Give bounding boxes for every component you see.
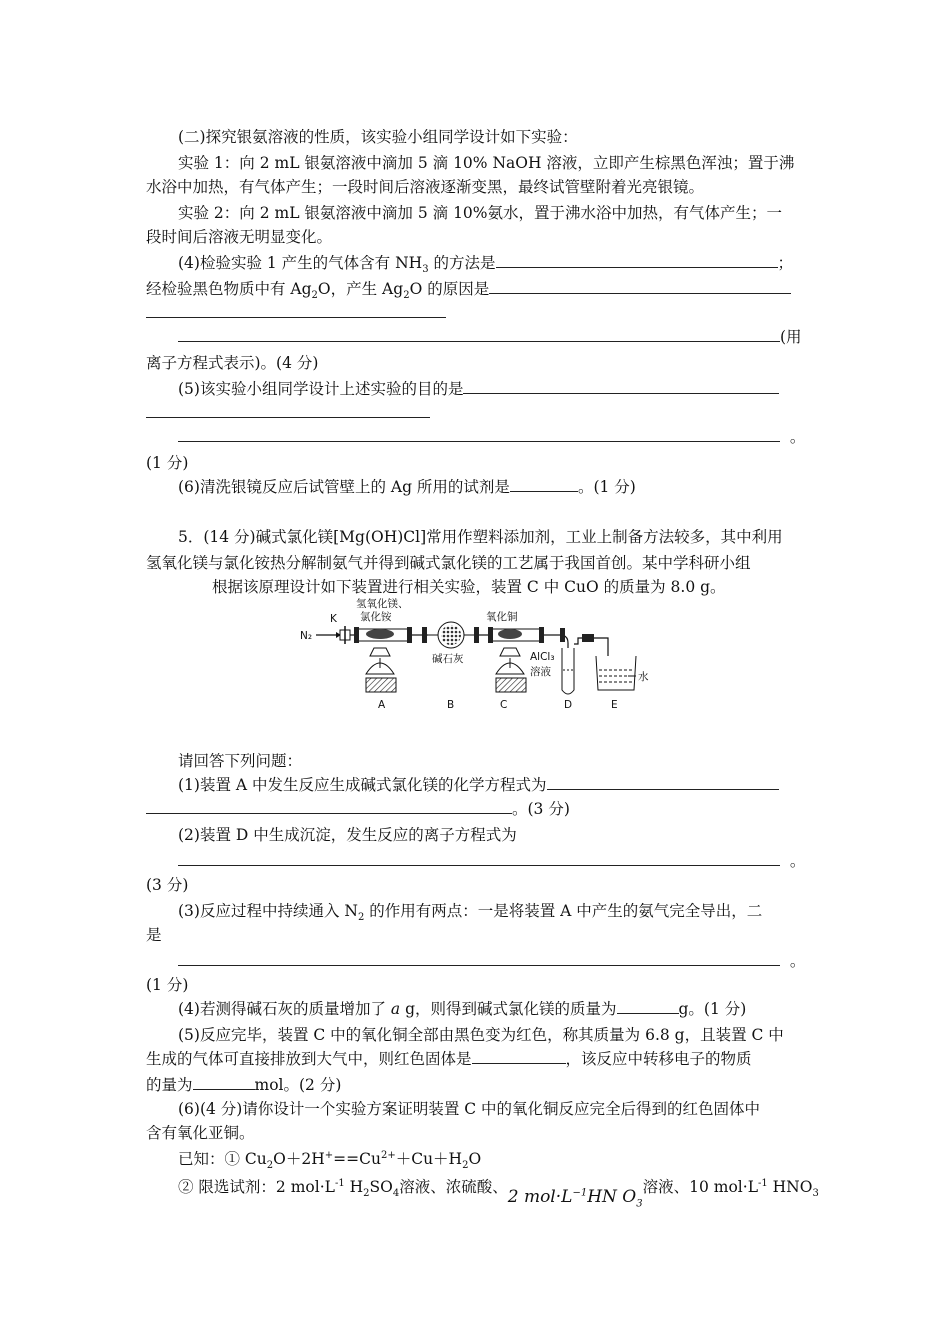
p5-question-2-score: (3 分) <box>146 876 189 894</box>
label-a: A <box>378 699 386 711</box>
p5-question-3-score: (1 分) <box>146 976 189 994</box>
p5-question-2-line-1: (2)装置 D 中生成沉淀，发生反应的离子方程式为 <box>178 826 517 844</box>
section-intro: (二)探究银氨溶液的性质，该实验小组同学设计如下实验： <box>178 128 578 146</box>
answer-blank[interactable] <box>489 278 791 294</box>
label-d: D <box>564 699 573 711</box>
reagents-line: ② 限选试剂：2 $mol\cdot L^{-1}$ $H_2SO_4$溶液、浓硫酸、2 $mol\cdot L^{-1}HN$ $O_3$溶液、10 $mol\cdot L^{-1}$ $HNO_3$ <box>178 1177 819 1210</box>
known-equation: 已知：① $Cu_2O+2H^+==Cu^{2+}+Cu+H_2O$ <box>178 1149 482 1172</box>
experiment-1-line-2: 水浴中加热，有气体产生；一段时间后溶液逐渐变黑，最终试管壁附着光亮银镜。 <box>146 178 705 196</box>
question-5-line-2 <box>146 402 430 424</box>
p5-question-2-line-2: 。 <box>178 850 805 872</box>
answer-blank[interactable] <box>496 252 778 268</box>
answer-blank[interactable] <box>617 998 679 1014</box>
answer-blank[interactable] <box>193 1074 255 1090</box>
problem-5-line-3: 根据该原理设计如下装置进行相关实验，装置 C 中 CuO 的质量为 8.0 g。 <box>212 578 726 596</box>
question-4-line-2: 经检验黑色物质中有 $Ag_2O$，产生 $Ag_2O$ 的原因是 <box>146 278 791 300</box>
label-alcl3-1: AlCl₃ <box>530 651 555 663</box>
question-6-line: (6)清洗银镜反应后试管壁上的 Ag 所用的试剂是 。(1 分) <box>178 478 636 496</box>
label-alcl3-2: 溶液 <box>530 666 551 678</box>
label-b: B <box>447 699 455 711</box>
question-4-line-1: (4)检验实验 1 产生的气体含有 $NH_3$ 的方法是 ； <box>178 254 794 276</box>
answer-blank[interactable] <box>178 850 780 866</box>
apparatus-diagram <box>298 598 660 714</box>
p5-question-5-line-1: (5)反应完毕，装置 C 中的氧化铜全部由黑色变为红色，称其质量为 6.8 g，且装置 C 中 <box>178 1026 784 1044</box>
p5-question-5-line-2: 生成的气体可直接排放到大气中，则红色固体是 ，该反应中转移电子的物质 <box>146 1050 752 1068</box>
prompt: 请回答下列问题： <box>178 752 303 770</box>
question-5-line-3: 。 <box>178 426 805 448</box>
label-cuo: 氧化铜 <box>486 611 518 623</box>
label-water: 水 <box>638 671 649 683</box>
question-5-line-1: (5)该实验小组同学设计上述实验的目的是 <box>178 378 779 400</box>
p5-question-3-line-1: (3)反应过程中持续通入 $N_2$ 的作用有两点：一是将装置 A 中产生的氨气完全导出，二 <box>178 902 763 924</box>
test-tube-d <box>562 648 574 694</box>
p5-question-3-line-3: 。 <box>178 950 805 972</box>
beaker-e <box>596 656 636 690</box>
p5-question-5-line-3: 的量为 mol。(2 分) <box>146 1076 342 1094</box>
answer-blank[interactable] <box>510 476 578 492</box>
p5-question-3-line-2: 是 <box>146 926 162 944</box>
math-expression: 2 $mol\cdot L^{-1}HN$ $O_3$ <box>507 1187 643 1210</box>
answer-blank[interactable] <box>146 402 430 418</box>
p5-question-6-line-2: 含有氧化亚铜。 <box>146 1124 255 1142</box>
label-soda-lime: 碱石灰 <box>432 653 464 665</box>
p5-question-4: (4)若测得碱石灰的质量增加了 a g，则得到碱式氯化镁的质量为 g。(1 分) <box>178 1000 747 1018</box>
answer-blank[interactable] <box>178 326 780 342</box>
label-reagent-1: 氢氧化镁、 <box>356 598 409 610</box>
experiment-2-line-2: 段时间后溶液无明显变化。 <box>146 228 333 246</box>
experiment-2-line-1: 实验 2：向 2 mL 银氨溶液中滴加 5 滴 10%氨水，置于沸水浴中加热，有气体产生；一 <box>178 204 783 222</box>
experiment-1-line-1: 实验 1：向 2 mL 银氨溶液中滴加 5 滴 10% NaOH 溶液，立即产生棕黑色浑浊；置于沸 <box>178 154 795 172</box>
question-4-line-4: (用 <box>178 326 802 348</box>
answer-blank[interactable] <box>146 302 446 318</box>
reagent-a <box>366 629 394 639</box>
label-reagent-2: 氯化铵 <box>360 611 392 623</box>
question-4-line-3 <box>146 302 446 324</box>
label-n2: N₂ <box>300 630 313 642</box>
problem-5-line-2: 氢氧化镁与氯化铵热分解制氨气并得到碱式氯化镁的工艺属于我国首创。某中学科研小组 <box>146 554 751 572</box>
p5-question-1-line-1: (1)装置 A 中发生反应生成碱式氯化镁的化学方程式为 <box>178 774 779 796</box>
question-5-score: (1 分) <box>146 454 189 472</box>
problem-5-line-1: 5．(14 分)碱式氯化镁[Mg(OH)Cl]常用作塑料添加剂，工业上制备方法较多，其中利用 <box>178 528 783 546</box>
question-4-line-5: 离子方程式表示)。(4 分) <box>146 354 319 372</box>
answer-blank[interactable] <box>547 774 779 790</box>
answer-blank[interactable] <box>472 1048 566 1064</box>
label-e: E <box>611 699 618 711</box>
answer-blank[interactable] <box>178 426 780 442</box>
answer-blank[interactable] <box>178 950 780 966</box>
answer-blank[interactable] <box>463 378 779 394</box>
label-k: K <box>330 613 337 625</box>
reagent-cuo <box>498 629 522 639</box>
answer-blank[interactable] <box>146 798 512 814</box>
p5-question-1-line-2: 。(3 分) <box>146 798 570 820</box>
label-c: C <box>500 699 508 711</box>
p5-question-6-line-1: (6)(4 分)请你设计一个实验方案证明装置 C 中的氧化铜反应完全后得到的红色固体中 <box>178 1100 761 1118</box>
